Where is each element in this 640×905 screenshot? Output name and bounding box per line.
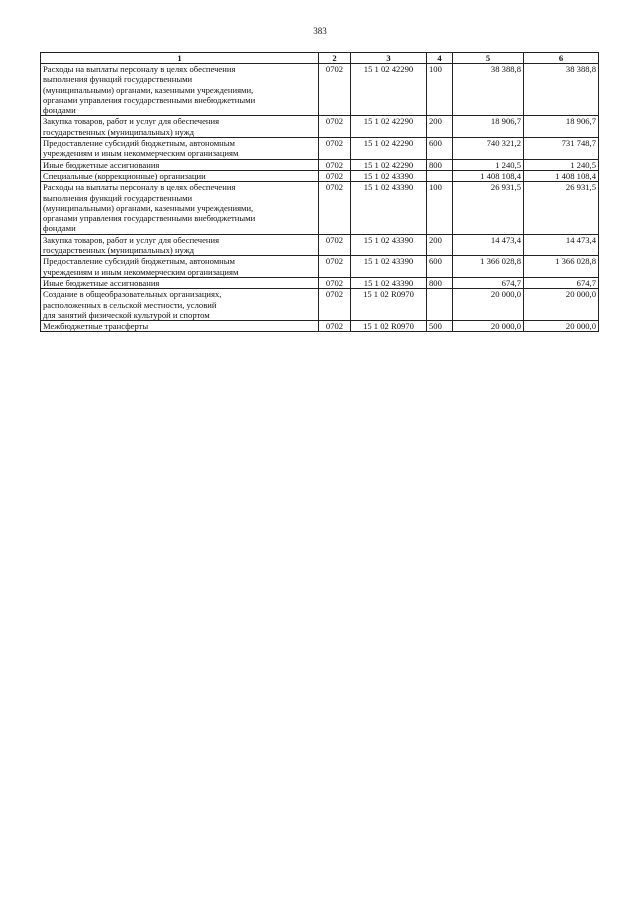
row-target-article-cell: 15 1 02 42290 xyxy=(351,64,427,116)
row-amount-col6-cell: 38 388,8 xyxy=(524,64,599,116)
row-target-article-cell: 15 1 02 42290 xyxy=(351,159,427,170)
row-section-cell: 0702 xyxy=(319,170,351,181)
row-expense-type-cell: 600 xyxy=(427,138,453,160)
row-amount-col6-cell: 14 473,4 xyxy=(524,234,599,256)
row-amount-col5-cell: 26 931,5 xyxy=(453,182,524,234)
row-expense-type-cell: 100 xyxy=(427,182,453,234)
row-section-cell: 0702 xyxy=(319,64,351,116)
row-target-article-cell: 15 1 02 43390 xyxy=(351,277,427,288)
row-section-cell: 0702 xyxy=(319,234,351,256)
table-row xyxy=(41,234,599,256)
row-section-cell: 0702 xyxy=(319,182,351,234)
row-target-article-cell: 15 1 02 42290 xyxy=(351,138,427,160)
row-section-cell: 0702 xyxy=(319,116,351,138)
row-name-cell: Создание в общеобразовательных организациях, расположенных в сельской местности, условий для занятий физической культурой и спортом xyxy=(41,289,319,321)
row-target-article-cell: 15 1 02 43390 xyxy=(351,182,427,234)
row-expense-type-cell: 100 xyxy=(427,64,453,116)
row-section-cell: 0702 xyxy=(319,277,351,288)
table-row xyxy=(41,170,599,181)
column-header-1: 1 xyxy=(41,53,319,64)
row-name-cell: Предоставление субсидий бюджетным, автономным учреждениям и иным некоммерческим организациям xyxy=(41,256,319,278)
row-expense-type-cell: 800 xyxy=(427,277,453,288)
row-expense-type-cell: 600 xyxy=(427,256,453,278)
row-amount-col5-cell: 674,7 xyxy=(453,277,524,288)
row-amount-col6-cell: 1 240,5 xyxy=(524,159,599,170)
row-amount-col5-cell: 1 408 108,4 xyxy=(453,170,524,181)
column-header-5: 5 xyxy=(453,53,524,64)
row-amount-col5-cell: 1 366 028,8 xyxy=(453,256,524,278)
table-header-row xyxy=(41,53,599,64)
row-name-cell: Иные бюджетные ассигнования xyxy=(41,277,319,288)
row-name-cell: Закупка товаров, работ и услуг для обеспечения государственных (муниципальных) нужд xyxy=(41,116,319,138)
row-name-cell: Иные бюджетные ассигнования xyxy=(41,159,319,170)
budget-table xyxy=(40,52,599,332)
row-amount-col5-cell: 18 906,7 xyxy=(453,116,524,138)
row-amount-col5-cell: 740 321,2 xyxy=(453,138,524,160)
row-amount-col6-cell: 674,7 xyxy=(524,277,599,288)
row-amount-col6-cell: 1 408 108,4 xyxy=(524,170,599,181)
column-header-2: 2 xyxy=(319,53,351,64)
row-name-cell: Предоставление субсидий бюджетным, автономным учреждениям и иным некоммерческим организациям xyxy=(41,138,319,160)
row-expense-type-cell: 500 xyxy=(427,321,453,332)
row-amount-col5-cell: 1 240,5 xyxy=(453,159,524,170)
row-expense-type-cell: 800 xyxy=(427,159,453,170)
row-amount-col5-cell: 20 000,0 xyxy=(453,321,524,332)
table-row xyxy=(41,256,599,278)
table-row xyxy=(41,116,599,138)
page-number: 383 xyxy=(313,26,327,36)
row-section-cell: 0702 xyxy=(319,321,351,332)
table-row xyxy=(41,321,599,332)
row-amount-col5-cell: 20 000,0 xyxy=(453,289,524,321)
row-name-cell: Межбюджетные трансферты xyxy=(41,321,319,332)
row-amount-col5-cell: 14 473,4 xyxy=(453,234,524,256)
row-section-cell: 0702 xyxy=(319,256,351,278)
row-expense-type-cell xyxy=(427,289,453,321)
row-amount-col6-cell: 731 748,7 xyxy=(524,138,599,160)
row-amount-col5-cell: 38 388,8 xyxy=(453,64,524,116)
row-expense-type-cell: 200 xyxy=(427,116,453,138)
row-section-cell: 0702 xyxy=(319,159,351,170)
column-header-3: 3 xyxy=(351,53,427,64)
row-expense-type-cell xyxy=(427,170,453,181)
row-name-cell: Расходы на выплаты персоналу в целях обеспечения выполнения функций государственными (муниципальными) органами, казенными учреждениями, органами управления государственными внебюджетными фондами xyxy=(41,64,319,116)
table-row xyxy=(41,182,599,234)
row-expense-type-cell: 200 xyxy=(427,234,453,256)
row-target-article-cell: 15 1 02 R0970 xyxy=(351,321,427,332)
row-amount-col6-cell: 20 000,0 xyxy=(524,321,599,332)
table-row xyxy=(41,138,599,160)
row-name-cell: Закупка товаров, работ и услуг для обеспечения государственных (муниципальных) нужд xyxy=(41,234,319,256)
column-header-4: 4 xyxy=(427,53,453,64)
table-row xyxy=(41,289,599,321)
row-section-cell: 0702 xyxy=(319,138,351,160)
row-amount-col6-cell: 18 906,7 xyxy=(524,116,599,138)
row-target-article-cell: 15 1 02 43390 xyxy=(351,256,427,278)
column-header-6: 6 xyxy=(524,53,599,64)
table-row xyxy=(41,277,599,288)
table-body xyxy=(41,64,599,332)
row-target-article-cell: 15 1 02 R0970 xyxy=(351,289,427,321)
table-row xyxy=(41,159,599,170)
row-amount-col6-cell: 26 931,5 xyxy=(524,182,599,234)
row-name-cell: Специальные (коррекционные) организации xyxy=(41,170,319,181)
table-row xyxy=(41,64,599,116)
row-target-article-cell: 15 1 02 43390 xyxy=(351,234,427,256)
row-amount-col6-cell: 20 000,0 xyxy=(524,289,599,321)
row-target-article-cell: 15 1 02 42290 xyxy=(351,116,427,138)
row-name-cell: Расходы на выплаты персоналу в целях обеспечения выполнения функций государственными (муниципальными) органами, казенными учреждениями, органами управления государственными внебюджетными фондами xyxy=(41,182,319,234)
row-target-article-cell: 15 1 02 43390 xyxy=(351,170,427,181)
row-section-cell: 0702 xyxy=(319,289,351,321)
row-amount-col6-cell: 1 366 028,8 xyxy=(524,256,599,278)
